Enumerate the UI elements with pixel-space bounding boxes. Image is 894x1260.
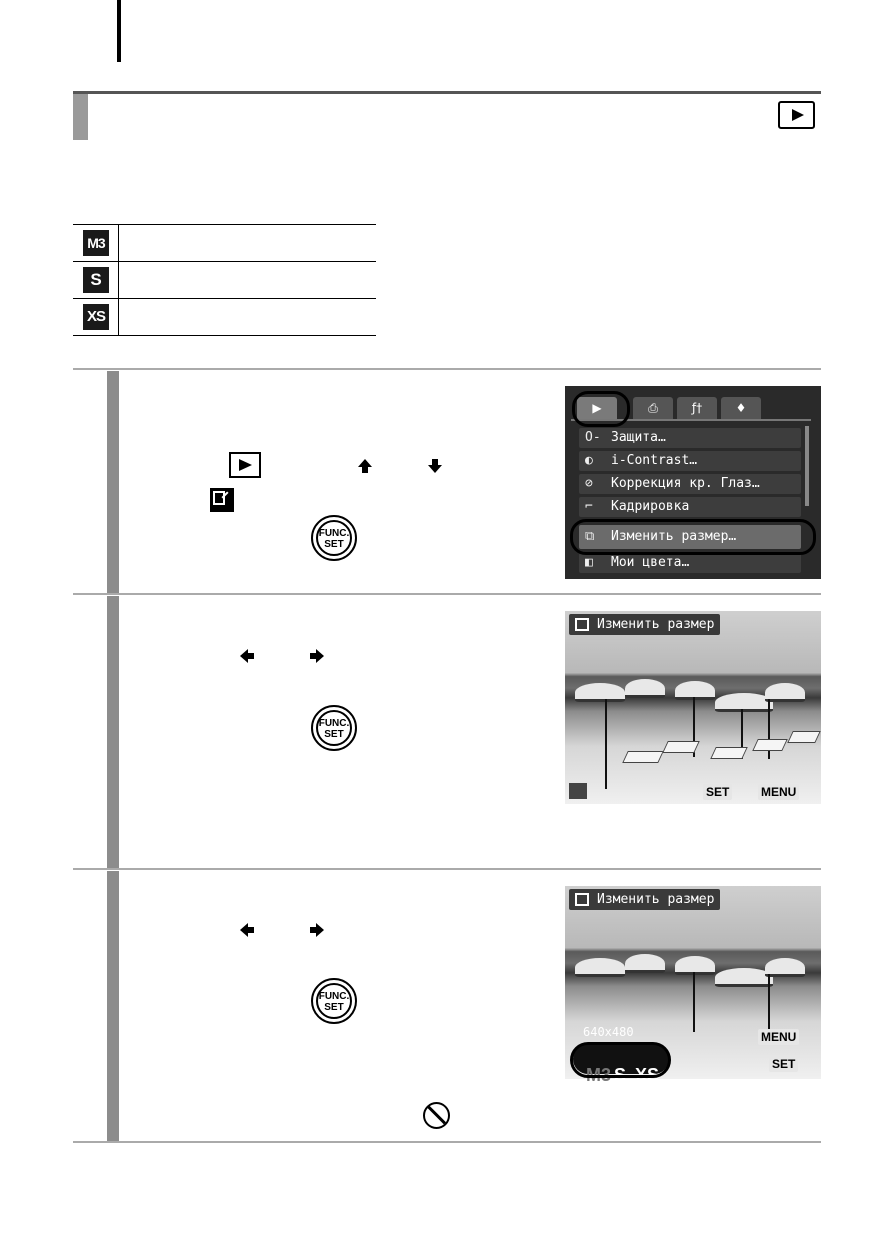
step-divider xyxy=(73,868,821,870)
size-badge-s: S xyxy=(83,267,109,293)
tab-playback: ▶ xyxy=(577,397,617,419)
size-row-xs xyxy=(73,298,376,336)
step-divider xyxy=(73,368,821,370)
menu-item-my-colors: ◧ Мои цвета… xyxy=(579,553,801,573)
menu-item-resize: ⧉ Изменить размер… xyxy=(579,525,801,549)
set-key-label: SET xyxy=(703,784,732,800)
menu-item-protect: O‑ Защита… xyxy=(579,428,801,448)
resize-icon xyxy=(210,488,234,512)
step2-bar xyxy=(107,596,119,868)
size-row-m3 xyxy=(73,224,376,261)
func-set-button-icon: FUNC. SET xyxy=(311,978,357,1024)
size-options-table xyxy=(73,224,376,336)
size-badge-xs: XS xyxy=(83,304,109,330)
menu-item-i-contrast: ◐ i-Contrast… xyxy=(579,451,801,471)
section-title-rule xyxy=(73,91,821,94)
tab-settings: ƒ† xyxy=(677,397,717,419)
page-margin-bar xyxy=(117,0,121,62)
size-badge-m3: M3 xyxy=(83,230,109,256)
tab-print: ⎙ xyxy=(633,397,673,419)
size-row-s xyxy=(73,261,376,298)
set-key-label: SET xyxy=(769,1056,798,1072)
highlight-ring-resize xyxy=(570,519,816,555)
menu-item-trimming: ⌐ Кадрировка xyxy=(579,497,801,517)
playback-mode-icon xyxy=(778,101,815,129)
arrow-left-icon xyxy=(239,922,255,938)
screen-title-bar: Изменить размер xyxy=(569,614,720,635)
tab-my-menu: ♦ xyxy=(721,397,761,419)
camera-image-screen xyxy=(565,611,821,804)
menu-item-red-eye: ⊘ Коррекция кр. Глаз… xyxy=(579,474,801,494)
func-set-button-icon: FUNC. SET xyxy=(311,705,357,751)
size-chip-m3: M3 xyxy=(586,1065,612,1085)
resolution-readout: 640x480 xyxy=(583,1025,634,1039)
highlight-ring-tab xyxy=(572,391,630,427)
arrow-left-icon xyxy=(239,648,255,664)
arrow-down-icon xyxy=(427,458,443,474)
menu-key-label: MENU xyxy=(758,784,799,800)
arrow-right-icon xyxy=(309,922,325,938)
prohibited-icon xyxy=(423,1102,450,1129)
highlight-ring-sizes xyxy=(570,1042,671,1078)
arrow-up-icon xyxy=(357,458,373,474)
section-title-block xyxy=(73,94,88,140)
screen-title-bar: Изменить размер xyxy=(569,889,720,910)
camera-menu-screen xyxy=(565,386,821,579)
step-divider xyxy=(73,593,821,595)
arrow-right-icon xyxy=(309,648,325,664)
size-chip-xs: XS xyxy=(634,1065,659,1085)
func-set-button-icon: FUNC. SET xyxy=(311,515,357,561)
menu-key-label: MENU xyxy=(758,1029,799,1045)
step3-bar xyxy=(107,871,119,1141)
size-chip-s: S xyxy=(613,1065,626,1085)
playback-icon xyxy=(229,452,261,478)
step-divider xyxy=(73,1141,821,1143)
step1-bar xyxy=(107,371,119,593)
